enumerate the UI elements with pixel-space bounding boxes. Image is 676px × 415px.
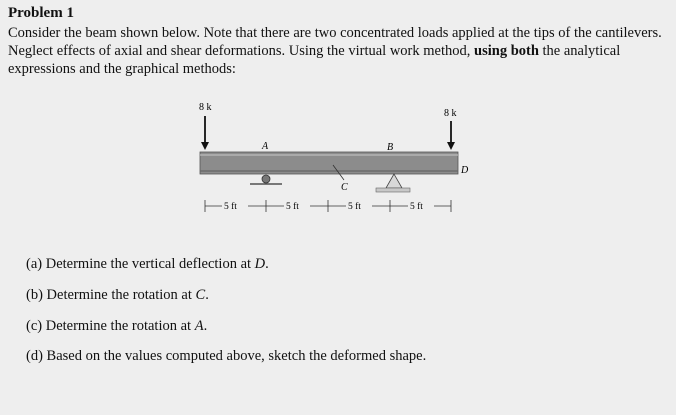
question-c [26,318,207,335]
question-a-text: (a) Determine the vertical deflection at [26,256,255,272]
question-a [26,256,269,273]
question-a-var: D [254,256,266,272]
point-C-label: C [341,182,348,193]
pin-support-B [386,174,402,188]
load-right-label: 8 k [444,108,457,119]
problem-title: Problem 1 [8,5,74,21]
question-b [26,287,209,304]
dim-label-3: 5 ft [348,202,361,212]
dim-label-1: 5 ft [224,202,237,212]
question-b-text: (b) Determine the rotation at [26,287,196,303]
question-b-var: C [195,287,206,303]
statement-text: Consider the beam shown below. Note that there are two concentrated loads applied at the tips of the cantilevers. Neglect effects of axial and shear deformations. Using the virtual work method, [8,25,662,59]
question-c-text: (c) Determine the rotation at [26,318,195,334]
statement-emphasis: using both [474,43,539,59]
dim-label-2: 5 ft [286,202,299,212]
dim-label-4: 5 ft [410,202,423,212]
question-a-period: . [265,256,269,272]
load-left-arrowhead [201,142,209,150]
question-b-period: . [205,287,209,303]
question-d: (d) Based on the values computed above, sketch the deformed shape. [26,348,427,364]
point-A-label: A [262,141,269,152]
statement-end: the analytical expressions and the graphical methods: [8,43,621,77]
point-D-label: D [461,165,469,176]
question-c-period: . [203,318,208,334]
point-B-label: B [387,142,394,153]
roller-support-A [262,175,270,183]
beam-figure [180,92,480,222]
problem-statement [8,24,668,78]
question-c-var: A [194,318,204,334]
load-right-arrowhead [447,142,455,150]
pin-base-B [376,188,410,192]
load-left-label: 8 k [199,102,212,113]
